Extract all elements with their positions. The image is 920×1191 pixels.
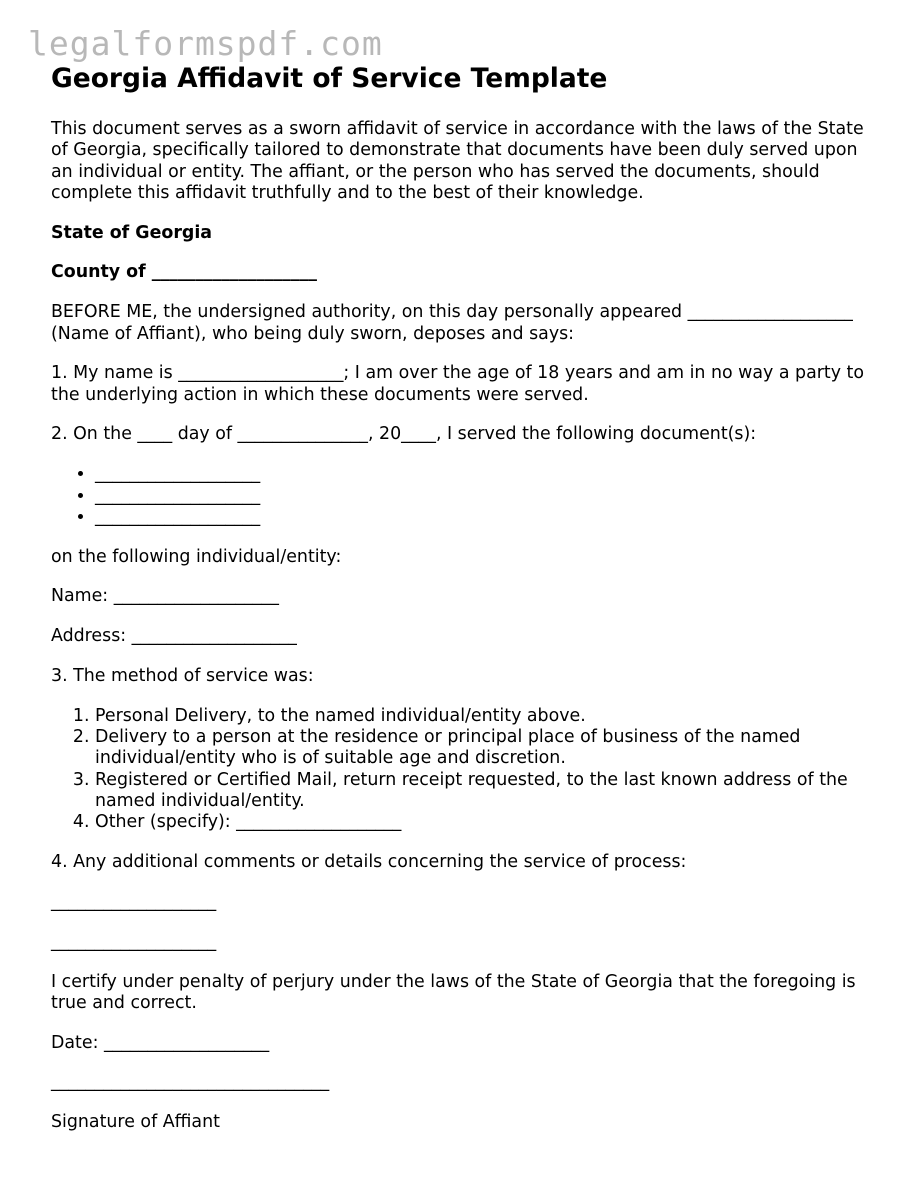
item-1-paragraph: 1. My name is ___________________; I am over the age of 18 years and am in no way a party to the underlying action in which these documents were served. (51, 363, 864, 405)
method-item-1: 1. Personal Delivery, to the named individual/entity above. (95, 706, 881, 727)
state-heading: State of Georgia (51, 222, 213, 243)
certify-paragraph: I certify under penalty of perjury under the laws of the State of Georgia that the foregoing is true and correct. (51, 971, 856, 1013)
method-item-4: 4. Other (specify): ___________________ (95, 812, 881, 833)
county-line: County of ___________________ (51, 262, 317, 283)
page-title: Georgia Affidavit of Service Template (51, 63, 608, 94)
served-on-text: on the following individual/entity: (51, 546, 342, 567)
document-blank-3: • ___________________ (95, 507, 881, 528)
address-line: Address: ___________________ (51, 626, 297, 647)
service-methods-list (51, 706, 881, 834)
signature-line: ________________________________ (51, 1072, 330, 1093)
item-4-paragraph: 4. Any additional comments or details concerning the service of process: (51, 852, 687, 873)
comment-line-2: ___________________ (51, 931, 217, 952)
document-blank-1: • ___________________ (95, 464, 881, 485)
method-item-3: 3. Registered or Certified Mail, return receipt requested, to the last known address of the named individual/entity. (95, 770, 881, 813)
document-blank-2: • ___________________ (95, 486, 881, 507)
before-me-paragraph: BEFORE ME, the undersigned authority, on this day personally appeared ___________________ (Name of Affiant), who being duly sworn, deposes and says: (51, 302, 853, 344)
signature-label: Signature of Affiant (51, 1112, 220, 1133)
name-line: Name: ___________________ (51, 586, 279, 607)
method-item-2: 2. Delivery to a person at the residence or principal place of business of the named individual/entity who is of suitable age and discretion. (95, 727, 881, 770)
item-3-paragraph: 3. The method of service was: (51, 666, 314, 687)
date-line: Date: ___________________ (51, 1032, 270, 1053)
comment-line-1: ___________________ (51, 891, 217, 912)
watermark: legalformspdf.com (28, 24, 383, 63)
document-page (51, 62, 881, 1152)
intro-paragraph: This document serves as a sworn affidavit of service in accordance with the laws of the State of Georgia, specifically tailored to demonstrate that documents have been duly served upon an individual or entity. The affiant, or the person who has served the documents, should complete this affidavit truthfully and to the best of their knowledge. (51, 119, 864, 203)
item-2-paragraph: 2. On the ____ day of _______________, 20____, I served the following document(s): (51, 424, 757, 445)
documents-list (51, 464, 881, 528)
